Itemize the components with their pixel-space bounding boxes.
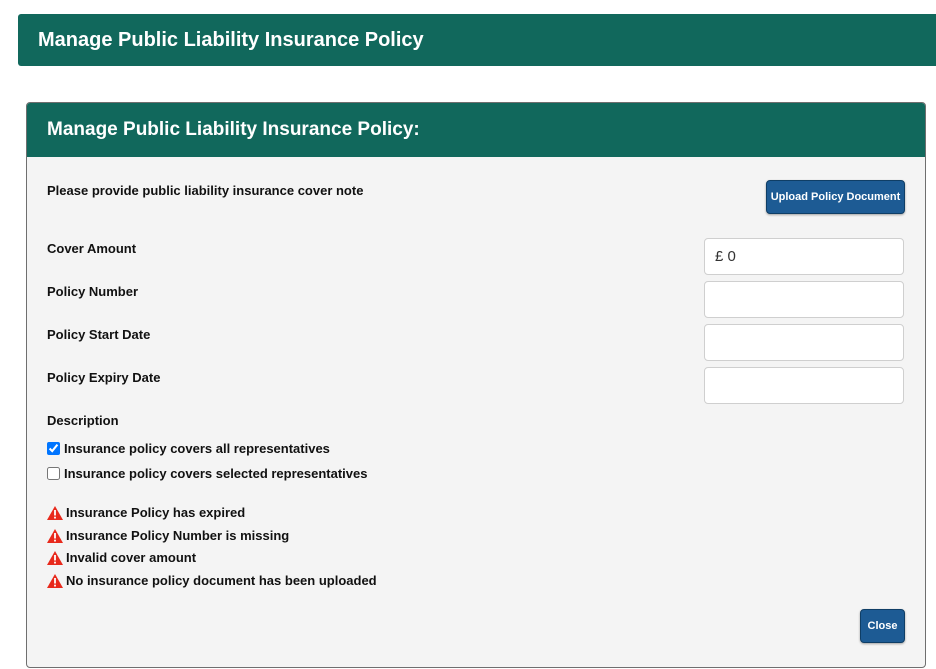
description-label: Description bbox=[47, 413, 119, 428]
warning-triangle-icon bbox=[47, 551, 63, 565]
warning-text: Invalid cover amount bbox=[66, 550, 197, 565]
panel-header bbox=[27, 103, 925, 157]
warning-triangle-icon bbox=[47, 529, 63, 543]
cover-amount-input[interactable] bbox=[704, 238, 904, 275]
policy-number-input[interactable] bbox=[704, 281, 904, 318]
warning-text: No insurance policy document has been uploaded bbox=[66, 573, 377, 588]
policy-start-date-label: Policy Start Date bbox=[47, 327, 151, 342]
covers-selected-representatives-label: Insurance policy covers selected representatives bbox=[64, 466, 368, 481]
warning-item bbox=[47, 528, 289, 543]
cover-note-label: Please provide public liability insurance cover note bbox=[47, 183, 364, 198]
covers-selected-representatives-option[interactable] bbox=[47, 466, 368, 481]
warning-item bbox=[47, 505, 245, 520]
warning-item bbox=[47, 573, 377, 588]
upload-policy-document-button[interactable]: Upload Policy Document bbox=[766, 180, 905, 214]
cover-amount-label: Cover Amount bbox=[47, 241, 137, 256]
covers-all-representatives-option[interactable] bbox=[47, 441, 330, 456]
policy-start-date-input[interactable] bbox=[704, 324, 904, 361]
policy-number-label: Policy Number bbox=[47, 284, 139, 299]
warning-text: Insurance Policy has expired bbox=[66, 505, 246, 520]
panel-title: Manage Public Liability Insurance Policy: bbox=[47, 119, 420, 140]
warning-item bbox=[47, 550, 196, 565]
covers-all-representatives-checkbox[interactable] bbox=[47, 442, 60, 455]
policy-expiry-date-input[interactable] bbox=[704, 367, 904, 404]
warning-triangle-icon bbox=[47, 574, 63, 588]
covers-selected-representatives-checkbox[interactable] bbox=[47, 467, 60, 480]
policy-expiry-date-label: Policy Expiry Date bbox=[47, 370, 161, 385]
close-button[interactable]: Close bbox=[860, 609, 905, 643]
covers-all-representatives-label: Insurance policy covers all representatives bbox=[64, 441, 330, 456]
insurance-policy-panel bbox=[26, 102, 926, 668]
warning-text: Insurance Policy Number is missing bbox=[66, 528, 290, 543]
page-header bbox=[18, 14, 936, 66]
page-title: Manage Public Liability Insurance Policy bbox=[38, 28, 424, 51]
warning-triangle-icon bbox=[47, 506, 63, 520]
